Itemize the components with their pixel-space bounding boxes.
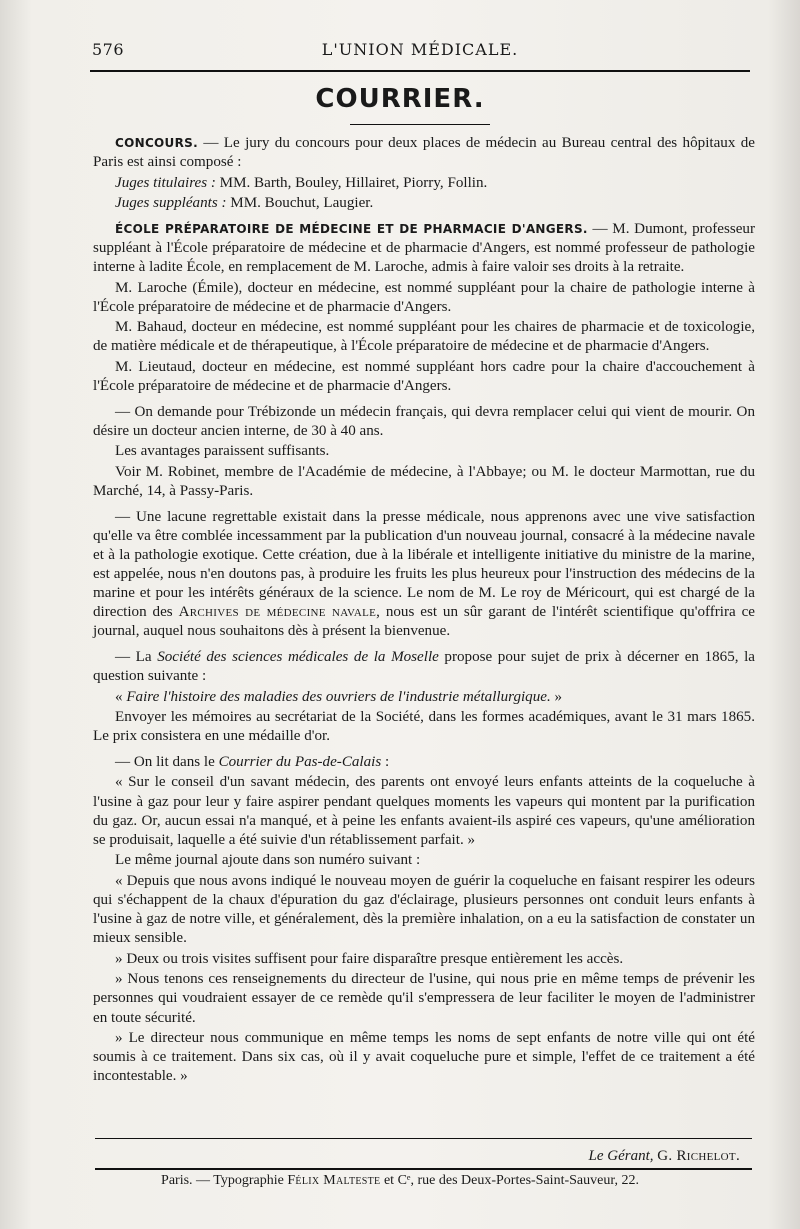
paragraph-question [93,688,755,707]
newspaper-name: Courrier du Pas-de-Calais [218,753,382,770]
page-number: 576 [92,40,125,59]
paragraph-text: MM. Bouchut, Laugier. [226,195,374,212]
paragraph-journal-navale [93,508,755,642]
paragraph-lead: ÉCOLE PRÉPARATOIRE DE MÉDECINE ET DE PHARMACIE D'ANGERS. [115,221,588,236]
running-header [92,40,748,64]
paragraph-text: MM. Barth, Bouley, Hillairet, Piorry, Follin. [215,174,488,191]
title-underline [350,124,490,125]
paragraph-text: — La [115,648,158,665]
paragraph-text: : [381,753,390,770]
journal-title: L'UNION MÉDICALE. [321,40,519,59]
gerant-name: G. Richelot. [657,1148,740,1164]
quote-mark: « [115,688,127,705]
paragraph-directeur: » Le directeur nous communique en même temps les noms de sept enfants de notre ville qui ont été soumis à ce traitement. Dans six cas, où il y avait coqueluche pure et simple, l'effet de ce traitement a été incontestable. » [93,1030,755,1085]
paragraph-lead: CONCOURS. [115,136,198,150]
imprint-text: et Cᵉ, rue des Deux-Portes-Saint-Sauveur, 22. [380,1173,639,1188]
paragraph-text: — Le jury du concours pour deux places de médecin au Bureau central des hôpitaux de Paris est ainsi composé : [93,135,755,171]
paragraph-courrier [93,753,755,772]
footer-rule-thick [95,1168,752,1170]
paragraph-bahaud: M. Bahaud, docteur en médecine, est nommé suppléant pour les chaires de pharmacie et de toxicologie, de matière médicale et de thérapeutique, à l'École préparatoire de médecine et de pharmacie d'Angers. [93,319,755,355]
paragraph-juges-titulaires [93,174,755,193]
header-rule [90,70,750,72]
paragraph-memoires: Envoyer les mémoires au secrétariat de la Société, dans les formes académiques, avant le 31 mars 1865. Le prix consistera en une médaille d'or. [93,709,755,745]
gerant-label: Le Gérant, [588,1148,654,1164]
paragraph-concours [93,134,755,172]
printer-name: Félix Malteste [287,1173,381,1188]
paragraph-ecole-angers [93,220,755,277]
paragraph-text: — On lit dans le [115,753,219,770]
paragraph-visites: » Deux ou trois visites suffisent pour faire disparaître presque entièrement les accès. [115,950,624,967]
paragraph-meme-journal: Le même journal ajoute dans son numéro suivant : [115,852,421,869]
printer-imprint [0,1173,800,1189]
inline-label: Juges titulaires : [115,174,216,191]
paragraph-coqueluche-2: « Depuis que nous avons indiqué le nouveau moyen de guérir la coqueluche en faisant respirer les odeurs qui s'échappent de la chaux d'épuration du gaz d'éclairage, plusieurs personnes ont conduit leurs enfants à l'usine à gaz de notre ville, et généralement, dès la première inhalation, on a eu la satisfaction de constater un mieux sensible. [93,872,755,947]
paragraph-lieutaud: M. Lieutaud, docteur en médecine, est nommé suppléant hors cadre pour la chaire d'accouchement à l'École préparatoire de médecine et de pharmacie d'Angers. [93,359,755,395]
imprint-text: Paris. — Typographie [161,1173,288,1188]
quote-mark: » [550,688,563,705]
inline-label: Juges suppléants : [115,195,227,212]
paragraph-robinet: Voir M. Robinet, membre de l'Académie de médecine, à l'Abbaye; ou M. le docteur Marmottan, rue du Marché, 14, à Passy-Paris. [93,464,755,500]
paragraph-renseignements: » Nous tenons ces renseignements du directeur de l'usine, qui nous prie en même temps de prévenir les personnes qui voudraient essayer de ce remède qu'il s'empressera de leur faciliter le moyen de l'administrer en toute sécurité. [93,971,755,1026]
paragraph-societe-moselle [93,648,755,686]
section-title: COURRIER. [315,84,485,114]
prize-question: Faire l'histoire des maladies des ouvriers de l'industrie métallurgique. [126,688,551,705]
paragraph-text: — M. Dumont, professeur suppléant à l'École préparatoire de médecine et de pharmacie d'Angers, est nommé professeur de pathologie interne à ladite École, en remplacement de M. Laroche, admis à faire valoir ses droits à la retraite. [93,220,756,276]
article-body [93,134,755,1088]
paragraph-juges-suppleants [93,194,755,213]
society-name: Société des sciences médicales de la Moselle [157,648,439,665]
paragraph-avantages: Les avantages paraissent suffisants. [115,443,330,460]
gerant-signature [589,1148,740,1165]
footer-rule [95,1138,752,1139]
paragraph-coqueluche-1: « Sur le conseil d'un savant médecin, des parents ont envoyé leurs enfants atteints de la coqueluche à l'usine à gaz pour leur y faire aspirer pendant quelques moments les vapeurs qui montent par la purification du gaz. Or, aucun essai n'a manqué, et à peine les enfants avaient-ils aspiré ces vapeurs, qu'une amélioration se produisait, laquelle a été suivie d'un rétablissement parfait. » [93,774,755,848]
paragraph-text: propose pour sujet de prix à décerner en 1865, la question suivante : [93,648,756,684]
paragraph-trebizonde: — On demande pour Trébizonde un médecin français, qui devra remplacer celui qui vient de mourir. On désire un docteur ancien interne, de 30 à 40 ans. [93,403,755,439]
paragraph-text: — Une lacune regrettable existait dans la presse médicale, nous apprenons avec une vive satisfaction qu'elle va être comblée incessamment par la publication d'un nouveau journal, consacré à la médecine navale et à la pathologie exotique. Cette création, due à la libérale et intelligente initiative du ministre de la marine, est appelée, nous n'en doutons pas, à produire les fruits les plus heureux pour l'instruction des médecins de la marine et pour les intérêts généraux de la science. Le nom de M. Le roy de Méricourt, qui est chargé de la direction des [93,508,755,621]
paragraph-laroche: M. Laroche (Émile), docteur en médecine, est nommé suppléant pour la chaire de pathologie interne à l'École préparatoire de médecine et de pharmacie d'Angers. [93,279,755,315]
journal-name: Archives de médecine navale [178,604,377,621]
paragraph-text: , nous est un sûr garant de l'intérêt scientifique qu'offrira ce journal, auquel nous souhaitons dès à présent la bienvenue. [93,604,755,640]
